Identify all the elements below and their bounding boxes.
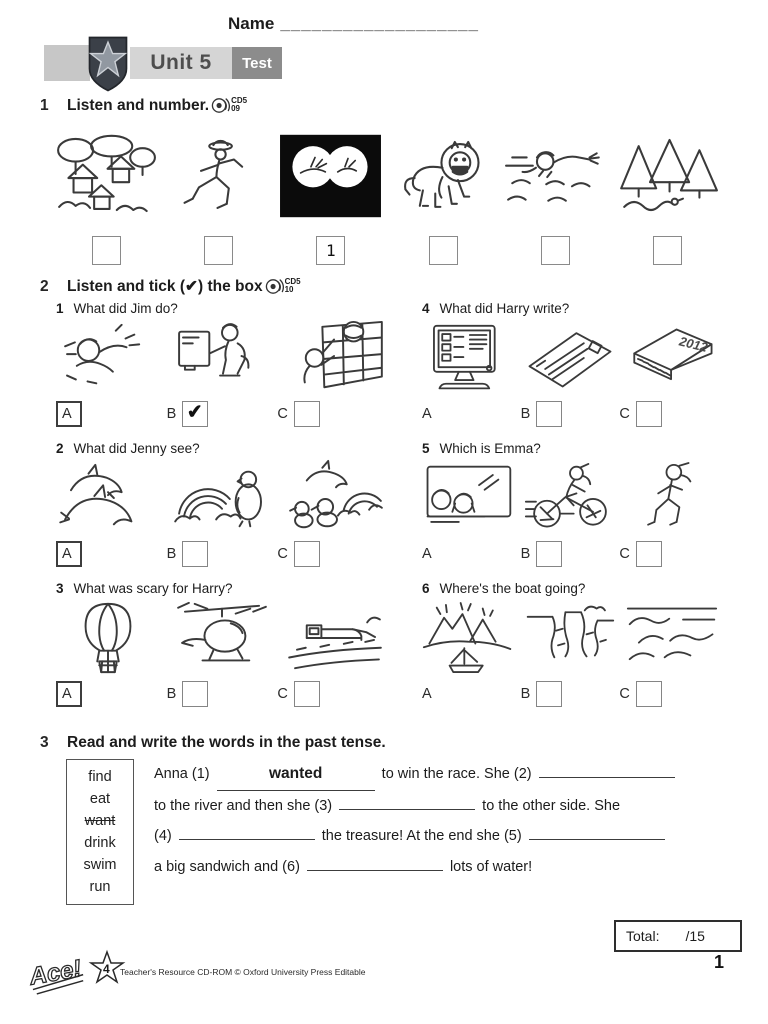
option-letter: C — [277, 686, 288, 702]
word-bank-item: eat — [89, 791, 111, 807]
story-text: a big sandwich and (6) — [154, 858, 304, 875]
children-at-bus-window-image — [422, 459, 514, 542]
question-text: Where's the boat going? — [439, 581, 586, 596]
lion-roaring-image — [392, 120, 495, 232]
listen-item — [615, 120, 720, 265]
cd-label: CD5 — [231, 96, 248, 105]
answer-option-B — [521, 681, 620, 707]
answer-box-B[interactable] — [536, 541, 562, 567]
story-text: to win the race. She (2) — [377, 766, 536, 782]
answer-option-A — [422, 686, 521, 702]
svg-text:2012: 2012 — [677, 333, 710, 355]
ace-4-logo — [28, 948, 128, 996]
forest-with-snake-image — [616, 120, 719, 232]
question-3 — [56, 581, 388, 721]
question-number: 6 — [422, 581, 430, 596]
section2-title: Listen and tick (✔) the box — [67, 278, 263, 295]
option-letter: C — [619, 686, 630, 702]
number-answer-box[interactable] — [541, 236, 570, 265]
question-options — [422, 541, 718, 567]
question-images — [422, 599, 718, 677]
listen-item — [391, 120, 496, 265]
section3-title: Read and write the words in the past tense. — [67, 734, 386, 751]
answer-box-C[interactable] — [636, 681, 662, 707]
answer-option-C — [277, 681, 388, 707]
answer-option-B — [167, 541, 278, 567]
unit-title-bar — [130, 47, 232, 79]
question-title — [56, 301, 388, 316]
svg-text:Ace!: Ace! — [28, 955, 84, 991]
story-blank[interactable] — [179, 839, 315, 840]
cd-icon — [211, 96, 247, 115]
story-line-2 — [154, 791, 732, 822]
answer-box-A[interactable] — [56, 681, 82, 707]
answer-box-B[interactable] — [536, 401, 562, 427]
story-line-4 — [154, 852, 732, 883]
answer-option-B — [521, 401, 620, 427]
question-2 — [56, 441, 388, 581]
word-bank-item: drink — [84, 835, 116, 851]
answer-box-C[interactable] — [294, 681, 320, 707]
section1-number: 1 — [40, 97, 49, 114]
answer-option-C — [619, 681, 718, 707]
answer-option-C — [277, 401, 388, 427]
option-letter: B — [166, 406, 177, 422]
word-bank — [66, 759, 134, 905]
answer-option-B — [167, 681, 278, 707]
question-text: What was scary for Harry? — [73, 581, 233, 596]
question-options — [56, 681, 388, 707]
question-text: What did Jenny see? — [73, 441, 200, 456]
answer-box-B[interactable] — [536, 681, 562, 707]
option-letter: A — [422, 546, 432, 562]
answer-option-A — [56, 681, 167, 707]
story-blank[interactable] — [529, 839, 665, 840]
word-bank-item: want — [84, 813, 116, 829]
answer-option-A — [422, 406, 521, 422]
option-letter: C — [277, 546, 288, 562]
boy-playing-volleyball-image — [284, 319, 388, 402]
number-answer-box[interactable] — [429, 236, 458, 265]
answer-box-A[interactable] — [56, 401, 82, 427]
story-text: lots of water! — [445, 858, 533, 875]
girl-riding-bike-image — [524, 459, 616, 542]
answer-box-C[interactable] — [294, 401, 320, 427]
unit-title: Unit 5 — [150, 51, 212, 74]
question-text: What did Jim do? — [73, 301, 178, 316]
story-line-1 — [154, 759, 732, 791]
copyright-text: Teacher's Resource CD-ROM © Oxford University Press Editable — [120, 967, 366, 977]
question-images — [422, 319, 718, 397]
sea-waves-image — [626, 599, 718, 682]
question-options — [422, 401, 718, 427]
section1-title: Listen and number. — [67, 97, 210, 114]
section2-number: 2 — [40, 278, 49, 295]
option-letter: A — [62, 406, 72, 422]
listen-item — [278, 120, 383, 265]
question-number: 3 — [56, 581, 64, 596]
word-bank-item: run — [89, 879, 111, 895]
boy-swimming-image — [56, 319, 160, 402]
answer-option-B — [521, 541, 620, 567]
rainbow-and-penguin-image — [170, 459, 274, 542]
section1-heading — [40, 96, 768, 116]
boy-at-computer-image — [170, 319, 274, 402]
name-label: Name — [228, 14, 275, 33]
question-title — [56, 581, 388, 596]
question-number: 5 — [422, 441, 430, 456]
question-number: 4 — [422, 301, 430, 316]
computer-monitor-image — [422, 319, 514, 402]
story-blank[interactable] — [339, 809, 475, 810]
truck-by-river-image — [284, 599, 388, 682]
star-shield-icon — [83, 34, 133, 94]
answer-box-B[interactable] — [182, 541, 208, 567]
story-text: (4) — [154, 828, 176, 844]
answer-box-C[interactable] — [636, 541, 662, 567]
letter-image — [524, 319, 616, 402]
number-answer-box[interactable]: 1 — [316, 236, 345, 265]
option-letter: A — [62, 546, 72, 562]
option-letter: C — [277, 406, 288, 422]
question-title — [56, 441, 388, 456]
diary-2012-image — [626, 319, 718, 402]
section2-heading — [40, 277, 768, 297]
question-images — [422, 459, 718, 537]
answer-option-C — [619, 541, 718, 567]
story-text: to the other side. She — [478, 797, 621, 814]
answer-option-C — [277, 541, 388, 567]
question-text: Which is Emma? — [439, 441, 541, 456]
answer-option-A — [56, 401, 167, 427]
section3-heading — [40, 733, 768, 753]
volcano-island-with-boat-image — [422, 599, 514, 682]
question-title — [422, 581, 718, 596]
question-options — [422, 681, 718, 707]
word-bank-item: swim — [83, 857, 117, 873]
story-text: Anna (1) — [154, 766, 214, 782]
section3-number: 3 — [40, 734, 49, 751]
question-1 — [56, 301, 388, 441]
listen-item — [503, 120, 608, 265]
past-tense-exercise — [66, 759, 768, 905]
question-images — [56, 599, 388, 677]
question-options — [56, 541, 388, 567]
number-answer-box[interactable] — [92, 236, 121, 265]
story-blank[interactable] — [539, 777, 675, 778]
answer-box-B[interactable] — [182, 681, 208, 707]
question-6 — [422, 581, 718, 721]
name-row — [228, 0, 768, 34]
option-letter: A — [422, 686, 432, 702]
cliffs-image — [524, 599, 616, 682]
helicopter-image — [170, 599, 274, 682]
hot-air-balloon-image — [56, 599, 160, 682]
answer-option-B — [167, 401, 278, 427]
explorer-running-image — [167, 120, 270, 232]
option-letter: B — [520, 686, 531, 702]
answer-option-C — [619, 401, 718, 427]
cd-label: CD5 — [284, 277, 301, 286]
question-title — [422, 441, 718, 456]
option-letter: A — [422, 406, 432, 422]
answer-box-B[interactable] — [182, 401, 208, 427]
option-letter: A — [62, 686, 72, 702]
unit-header — [0, 40, 768, 84]
answer-option-A — [56, 541, 167, 567]
question-text: What did Harry write? — [439, 301, 570, 316]
answer-box-C[interactable] — [636, 401, 662, 427]
option-letter: B — [166, 546, 177, 562]
name-input-line[interactable]: ___________________ — [280, 14, 479, 33]
test-badge: Test — [232, 47, 282, 79]
explorer-swimming-river-image — [504, 120, 607, 232]
question-options — [56, 401, 388, 427]
total-score-field[interactable]: /15 — [685, 928, 705, 944]
dolphin-birds-and-rainbow-image — [284, 459, 388, 542]
question-5 — [422, 441, 718, 581]
story-text: to the river and then she (3) — [154, 797, 337, 814]
listen-and-number-row — [54, 120, 720, 265]
total-label: Total: — [626, 928, 660, 944]
listen-item — [166, 120, 271, 265]
question-title — [422, 301, 718, 316]
answer-box-C[interactable] — [294, 541, 320, 567]
cd-icon — [265, 277, 301, 296]
question-images — [56, 459, 388, 537]
svg-text:4: 4 — [103, 962, 110, 976]
option-letter: C — [619, 546, 630, 562]
girl-running-image — [626, 459, 718, 542]
story-text-block — [154, 759, 732, 905]
question-images — [56, 319, 388, 397]
question-number: 1 — [56, 301, 64, 316]
story-line-3 — [154, 821, 732, 852]
answer-option-A — [422, 546, 521, 562]
tick-mark: ✔ — [186, 401, 204, 424]
page-footer — [0, 948, 768, 1012]
number-answer-box[interactable] — [204, 236, 233, 265]
dolphins-jumping-image — [56, 459, 160, 542]
listen-item — [54, 120, 159, 265]
story-blank[interactable] — [307, 870, 443, 871]
question-number: 2 — [56, 441, 64, 456]
story-text: the treasure! At the end she (5) — [317, 828, 526, 844]
story-example-answer: wanted — [217, 759, 375, 791]
option-letter: C — [619, 406, 630, 422]
cd-track: 10 — [284, 285, 294, 294]
treehouses-in-jungle-image — [55, 120, 158, 232]
option-letter: B — [520, 406, 531, 422]
word-bank-item: find — [88, 769, 112, 785]
option-letter: B — [520, 546, 531, 562]
page-number: 1 — [713, 952, 724, 972]
binoculars-island-view-image — [279, 120, 382, 232]
tick-the-box-grid — [56, 301, 768, 721]
question-4 — [422, 301, 718, 441]
number-answer-box[interactable] — [653, 236, 682, 265]
option-letter: B — [166, 686, 177, 702]
answer-box-A[interactable] — [56, 541, 82, 567]
cd-track: 09 — [231, 104, 241, 113]
